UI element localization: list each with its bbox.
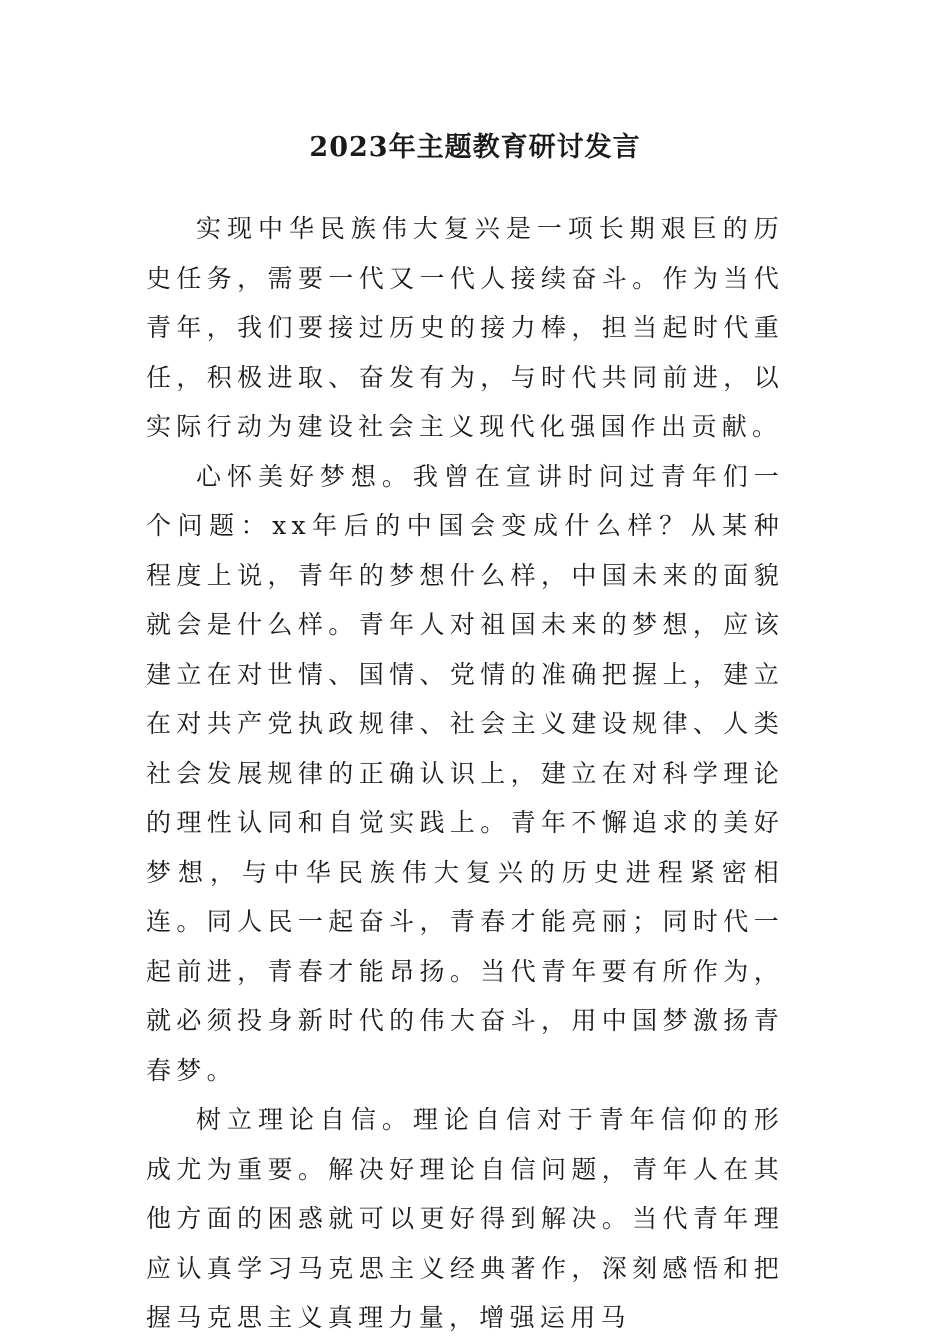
paragraph-intro: 实现中华民族伟大复兴是一项长期艰巨的历史任务，需要一代又一代人接续奋斗。作为当代青年，我们要接过历史的接力棒，担当起时代重任，积极进取、奋发有为，与时代共同前进，以实际行动为建设社会主义现代化强国作出贡献。 xyxy=(146,214,784,441)
paragraph-dream: 心怀美好梦想。我曾在宣讲时问过青年们一个问题：xx年后的中国会变成什么样？从某种程度上说，青年的梦想什么样，中国未来的面貌就会是什么样。青年人对祖国未来的梦想，应该建立在对世情、国情、党情的准确把握上，建立在对共产党执政规律、社会主义建设规律、人类社会发展规律的正确认识上，建立在对科学理论的理性认同和自觉实践上。青年不懈追求的美好梦想，与中华民族伟大复兴的历史进程紧密相连。同人民一起奋斗，青春才能亮丽；同时代一起前进，青春才能昂扬。当代青年要有所作为，就必须投身新时代的伟大奋斗，用中国梦激扬青春梦。 xyxy=(146,461,784,1085)
paragraph-theory: 树立理论自信。理论自信对于青年信仰的形成尤为重要。解决好理论自信问题，青年人在其他方面的困惑就可以更好得到解决。当代青年理应认真学习马克思主义经典著作，深刻感悟和把握马克思主义真理力量，增强运用马 xyxy=(146,1105,784,1332)
document-body xyxy=(146,204,784,1343)
document-title: 2023年主题教育研讨发言 xyxy=(309,132,641,163)
